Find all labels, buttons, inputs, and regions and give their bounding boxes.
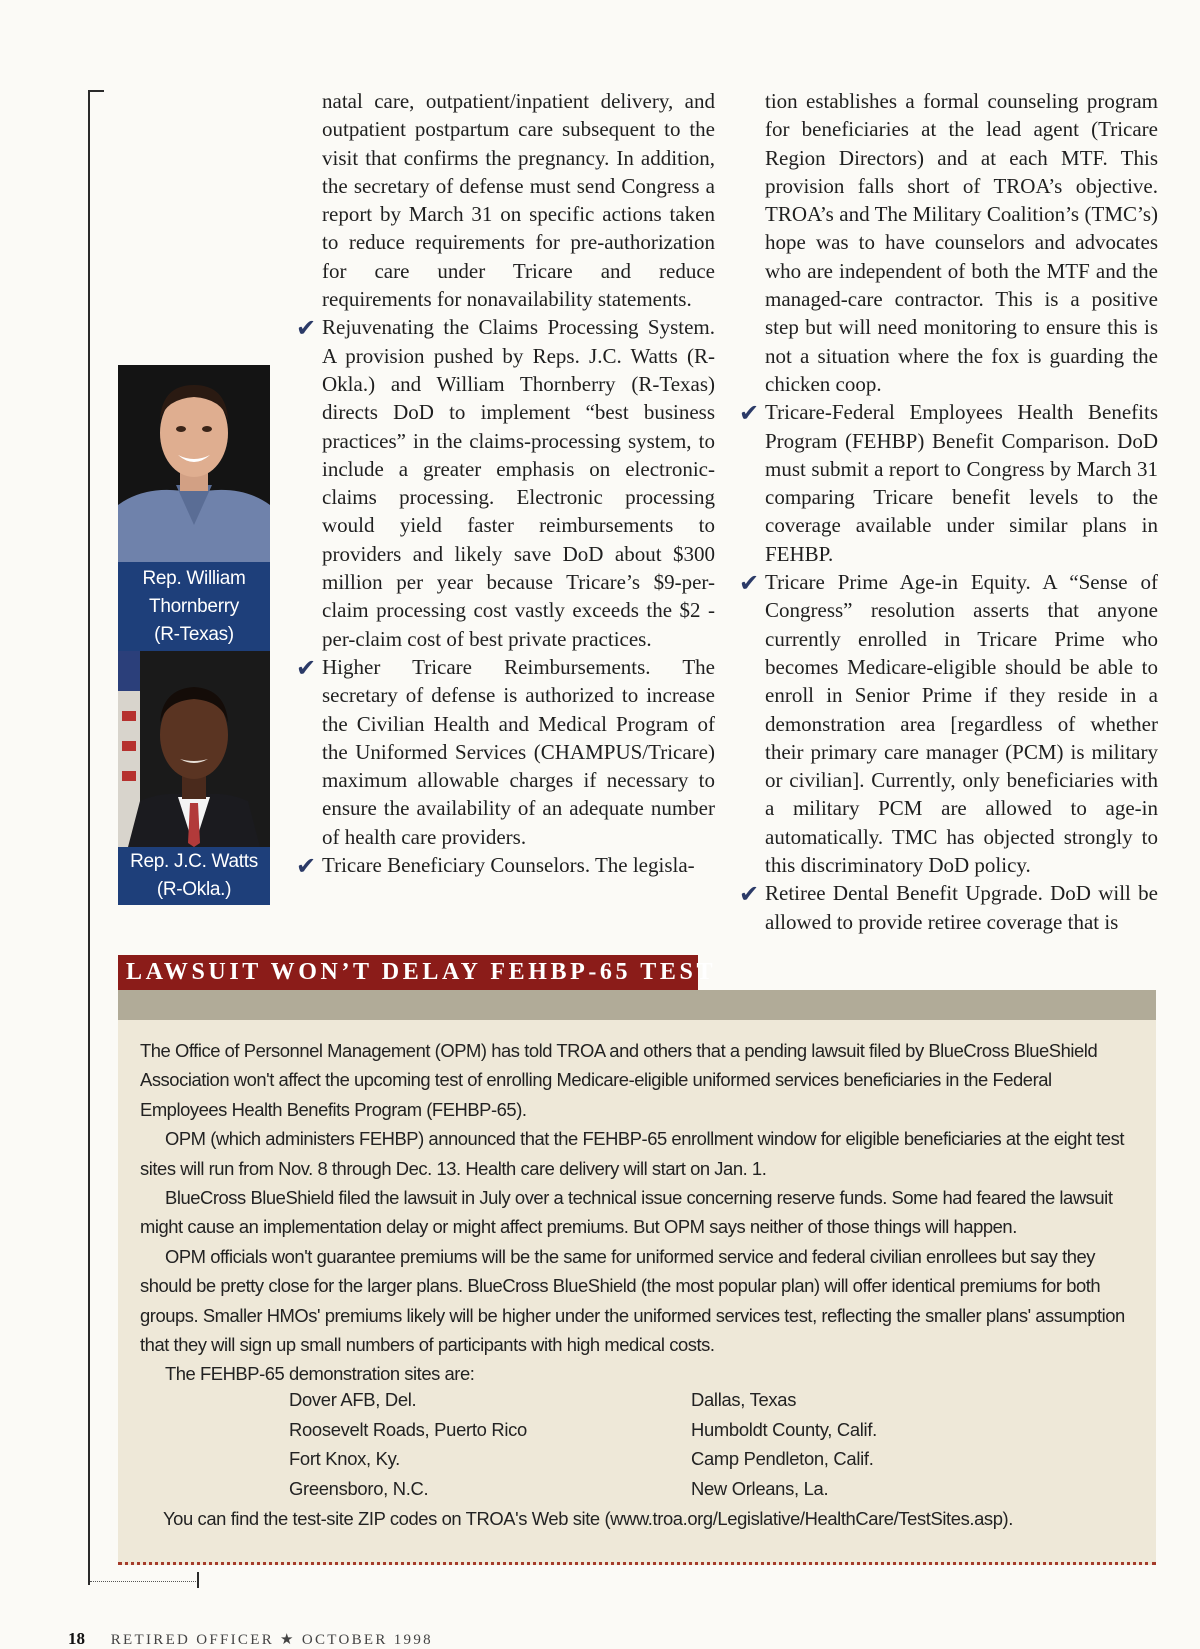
- crop-mark-vertical: [88, 90, 90, 1585]
- sidebar-paragraph: BlueCross BlueShield filed the lawsuit in July over a technical issue concerning reserve funds. Some had feared the lawsuit might cause an implementation delay or might affect premiums. But OPM says neither of those things will happen.: [140, 1187, 1113, 1238]
- caption-line: Rep. J.C. Watts: [130, 851, 258, 872]
- sidebar-strip: [118, 990, 1156, 1020]
- checklist-item: [296, 653, 715, 851]
- article-column-right: [739, 87, 1158, 936]
- sidebar-title: LAWSUIT WON’T DELAY FEHBP-65 TEST: [118, 955, 698, 990]
- caption-line: (R-Okla.): [156, 879, 232, 900]
- page-footer: [68, 1629, 433, 1649]
- checklist-item: [739, 879, 1158, 936]
- checkmark-icon: ✔: [296, 314, 317, 343]
- column-paragraph: tion establishes a formal counseling program for beneficiaries at the lead agent (Tricare Region Directors) and at each MTF. This provision falls short of TROA’s objective. TROA’s and The Military Coalition’s (TMC’s) hope was to have counselors and advocates who are independent of both the MTF and the managed-care contractor. This is a positive step but will need monitoring to ensure this is not a situation where the fox is guarding the chicken coop.: [765, 89, 1158, 396]
- site-item: New Orleans, La.: [691, 1477, 829, 1499]
- crop-mark-foot-dotted: [90, 1581, 198, 1582]
- checkmark-icon: ✔: [739, 569, 760, 598]
- checklist-item: [296, 851, 715, 881]
- checklist-item-text: Tricare Prime Age-in Equity. A “Sense of Congress” resolution asserts that anyone currently enrolled in Tricare Prime who becomes Medicare-eligible should be able to enroll in Senior Prime if they reside in a demonstration area [regardless of whether their primary care manager (PCM) is military or civilian]. Currently, only beneficiaries with a military PCM are allowed to age-in automatically. TMC has objected strongly to this discriminatory DoD policy.: [765, 570, 1158, 878]
- site-item: Dallas, Texas: [691, 1389, 797, 1410]
- sidebar-paragraph: The Office of Personnel Management (OPM) has told TROA and others that a pending lawsuit filed by BlueCross BlueShield Association won't affect the upcoming test of enrolling Medicare-eligible uniformed services beneficiaries in the Federal Employees Health Benefits Program (FEHBP-65).: [140, 1040, 1098, 1120]
- sidebar-dotted-rule: [118, 1562, 1156, 1565]
- checkmark-icon: ✔: [739, 880, 760, 909]
- site-item: Dover AFB, Del.: [289, 1389, 417, 1410]
- caption-watts: [118, 847, 270, 905]
- checklist-item-text: Rejuvenating the Claims Processing System. A provision pushed by Reps. J.C. Watts (R-Okla.) and William Thornberry (R-Texas) directs DoD to implement “best business practices” in the claims-processing system, to include a greater emphasis on electronic-claims processing. Electronic processing would yield faster reimbursements to providers and likely save DoD about $300 million per year because Tricare’s $9-per-claim processing cost vastly exceeds the $2 - per-claim cost of best private practices.: [322, 315, 715, 651]
- checklist-item: [739, 568, 1158, 879]
- sidebar-closing: You can find the test-site ZIP codes on TROA's Web site (www.troa.org/Legislative/HealthCare/TestSites.asp).: [163, 1508, 1013, 1529]
- checkmark-icon: ✔: [739, 399, 760, 428]
- crop-mark-foot-tick: [197, 1572, 199, 1588]
- page-number: 18: [68, 1629, 85, 1648]
- crop-mark-top: [88, 90, 104, 92]
- caption-thornberry: [118, 562, 270, 651]
- site-item: Greensboro, N.C.: [289, 1477, 429, 1499]
- checklist-item: [296, 313, 715, 653]
- checkmark-icon: ✔: [296, 852, 317, 881]
- checklist-item-text: Retiree Dental Benefit Upgrade. DoD will be allowed to provide retiree coverage that is: [765, 881, 1158, 934]
- article-column-middle: [296, 87, 715, 881]
- site-item: Fort Knox, Ky.: [289, 1448, 400, 1469]
- column-paragraph: natal care, outpatient/inpatient delivery, and outpatient postpartum care subsequent to the visit that confirms the pregnancy. In addition, the secretary of defense must send Congress a report by March 31 on specific actions taken to reduce requirements for pre-authorization for care under Tricare and reduce requirements for nonavailability statements.: [322, 89, 715, 312]
- sidebar-paragraph: The FEHBP-65 demonstration sites are:: [165, 1363, 475, 1385]
- site-item: Camp Pendleton, Calif.: [691, 1448, 874, 1469]
- sites-list-left: [289, 1385, 527, 1503]
- checklist-item-text: Higher Tricare Reimbursements. The secretary of defense is authorized to increase the Civilian Health and Medical Program of the Uniformed Services (CHAMPUS/Tricare) maximum allowable charges if necessary to ensure the availability of an adequate number of health care providers.: [322, 654, 715, 849]
- checkmark-icon: ✔: [296, 653, 317, 682]
- checklist-item-text: Tricare-Federal Employees Health Benefits Program (FEHBP) Benefit Comparison. DoD must submit a report to Congress by March 31 comparing Tricare benefit levels to the coverage available under similar plans in FEHBP.: [765, 400, 1158, 566]
- photo-watts: [118, 651, 270, 847]
- sidebar-paragraph: OPM officials won't guarantee premiums will be the same for uniformed service and federal civilian enrollees but say they should be pretty close for the larger plans. BlueCross BlueShield (the most popular plan) will offer identical premiums for both groups. Smaller HMOs' premiums likely will be higher under the uniformed services test, reflecting the smaller plans' assumption that they will sign up small numbers of participants with high medical costs.: [140, 1245, 1125, 1356]
- photo-thornberry: [118, 365, 270, 562]
- checklist-item: [739, 398, 1158, 568]
- caption-line: Rep. William: [142, 568, 246, 589]
- checklist-item-text: Tricare Beneficiary Counselors. The legisla-: [322, 853, 695, 878]
- publication-line: RETIRED OFFICER ★ OCTOBER 1998: [110, 1632, 433, 1648]
- caption-line: Thornberry: [149, 596, 239, 617]
- site-item: Roosevelt Roads, Puerto Rico: [289, 1418, 527, 1440]
- site-item: Humboldt County, Calif.: [691, 1418, 877, 1440]
- sites-list-right: [691, 1385, 877, 1503]
- sidebar-paragraph: OPM (which administers FEHBP) announced that the FEHBP-65 enrollment window for eligible beneficiaries at the eight test sites will run from Nov. 8 through Dec. 13. Health care delivery will start on Jan. 1.: [140, 1128, 1124, 1179]
- caption-line: (R-Texas): [154, 624, 234, 645]
- sidebar-text: [140, 1036, 1140, 1389]
